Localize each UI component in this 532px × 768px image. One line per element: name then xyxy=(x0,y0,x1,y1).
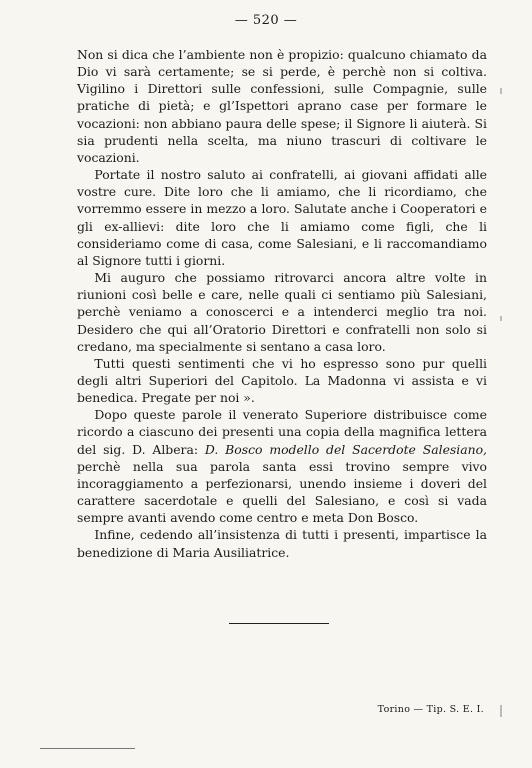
margin-speck xyxy=(500,705,502,717)
margin-speck xyxy=(500,316,502,321)
letter-title: D. Bosco modello del Sacerdote Salesiano, xyxy=(204,441,487,457)
paragraph-5-text-b: perchè nella sua parola santa essi trovino sempre vivo incoraggiamento a perfezionarsi, unendo insieme i doveri del carattere sacerdotale e quelli del Salesiano, e così si vada sempre avanti avendo come centro e meta Don Bosco. xyxy=(77,458,487,526)
page-number: — 520 — xyxy=(234,13,298,28)
paragraph-2: Portate il nostro saluto ai confratelli, ai giovani affidati alle vostre cure. Dite loro che li amiamo, che li ricordiamo, che vorremmo essere in mezzo a loro. Salutate anche i Cooperatori e gli ex-allievi: dite loro che li amiamo come figli, che li consideriamo come di casa, come Salesiani, e li raccomandiamo al Signore tutti i giorni. xyxy=(77,167,487,268)
paragraph-5-text-a: Dopo queste parole il venerato Superiore distribuisce come ricordo a ciascuno dei presenti una copia della magnifica lettera del sig. D. Albera: xyxy=(77,407,487,457)
bottom-edge-rule xyxy=(40,748,135,749)
printer-imprint: Torino — Tip. S. E. I. xyxy=(377,704,484,715)
paragraph-1: Non si dica che l’ambiente non è propizio: qualcuno chiamato da Dio vi sarà certamente; se si perde, è perchè non si coltiva. Vigilino i Direttori sulle confessioni, sulle Compagnie, sulle pratiche di pietà; e gl’Ispettori aprano case per formare le vocazioni: non abbiano paura delle spese; il Signore li aiuterà. Si sia prudenti nella scelta, ma niuno trascuri di coltivare le vocazioni. xyxy=(77,47,487,165)
paragraph-3: Mi auguro che possiamo ritrovarci ancora altre volte in riunioni così belle e care, nelle quali ci sentiamo più Salesiani, perchè veniamo a conoscerci e a intenderci meglio tra noi. Desidero che qui all’Oratorio Direttori e confratelli non solo si credano, ma specialmente si sentano a casa loro. xyxy=(77,270,487,354)
paragraph-6: Infine, cedendo all’insistenza di tutti i presenti, impartisce la benedizione di Maria Ausiliatrice. xyxy=(77,527,487,560)
body-text xyxy=(77,46,487,561)
closing-rule xyxy=(229,623,329,624)
margin-speck xyxy=(500,88,502,94)
paragraph-5 xyxy=(77,406,487,526)
paragraph-4: Tutti questi sentimenti che vi ho espresso sono pur quelli degli altri Superiori del Capitolo. La Madonna vi assista e vi benedica. Pregate per noi ». xyxy=(77,355,487,406)
